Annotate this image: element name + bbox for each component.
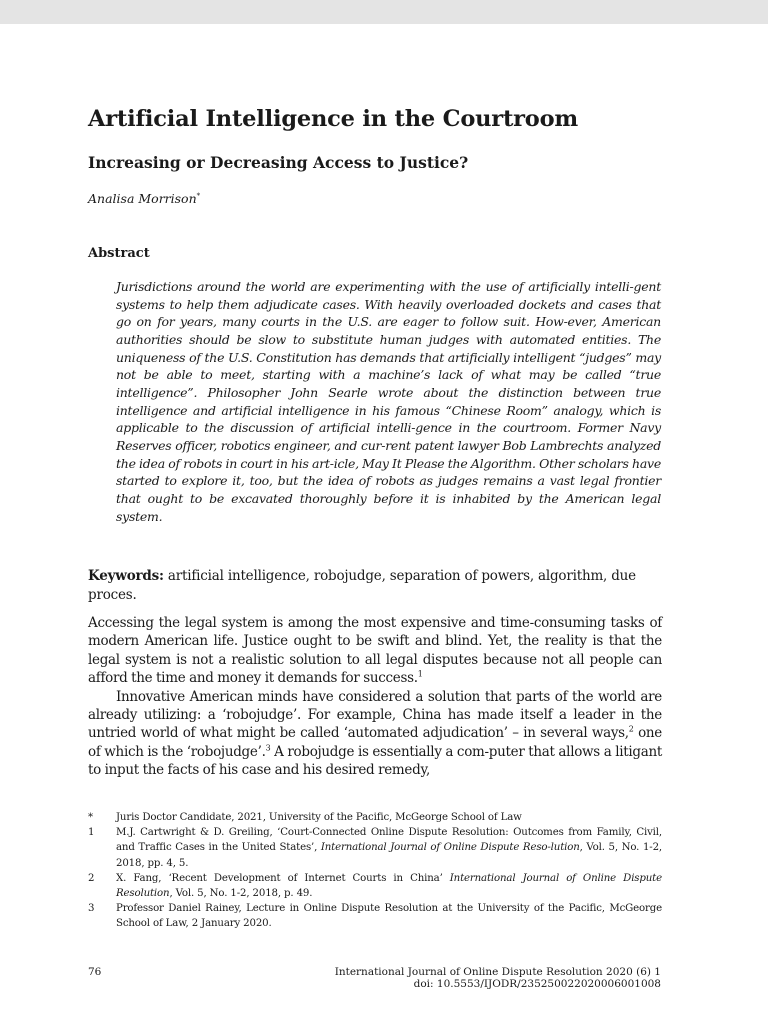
footnote-tail: , Vol. 5, No. 1-2, 2018, p. 49. [169,888,313,900]
body-paragraph-2-text-b: one of which is the ‘robojudge’. [88,725,662,760]
footnote-mark: 1 [88,827,95,839]
footnote-ref-3[interactable]: 3 [265,743,271,753]
body-paragraph-2 [88,688,662,780]
footnote-journal: International Journal of Online Dispute Reso-lution [320,842,580,854]
journal-citation [335,966,661,990]
viewer-top-bar [0,0,768,24]
footnote-text: Juris Doctor Candidate, 2021, University of the Pacific, McGeorge School of Law [116,812,522,823]
keywords-label: Keywords: [88,568,164,584]
footnote-mark: 3 [88,903,95,915]
footnote [88,901,662,931]
doi[interactable]: doi: 10.5553/IJODR/235250022020006001008 [413,978,661,990]
article-subtitle: Increasing or Decreasing Access to Justice? [88,153,469,172]
author-footnote-mark: * [196,191,201,200]
footnote-ref-2[interactable]: 2 [628,724,634,734]
footnote [88,871,662,901]
keywords-list: artificial intelligence, robojudge, separation of powers, algorithm, due proces. [88,568,636,603]
body-paragraph-1-text: Accessing the legal system is among the most expensive and time-consuming tasks of modern American life. Justice ought to be swift and blind. Yet, the reality is that the legal system is not a realistic solution to all legal disputes because not all people can afford the time and money it demands for success. [88,615,662,687]
author-name-text: Analisa Morrison [88,191,197,206]
footnote [88,825,662,871]
footnotes [88,810,662,932]
article-title: Artificial Intelligence in the Courtroom [88,106,579,132]
author-name [88,191,200,206]
abstract-text: Jurisdictions around the world are experimenting with the use of artificially intelli-gent systems to help them adjudicate cases. With heavily overloaded dockets and cases that go on for years, many courts in the U.S. are eager to follow suit. How-ever, American authorities should be slow to substitute human judges with automated entities. The uniqueness of the U.S. Constitution has demands that artificially intelligent “judges” may not be able to meet, starting with a machine’s lack of what may be called “true intelligence”. Philosopher John Searle wrote about the distinction between true intelligence and artificial intelligence in his famous “Chinese Room” analogy, which is applicable to the discussion of artificial intelli-gence in the courtroom. Former Navy Reserves officer, robotics engineer, and cur-rent patent lawyer Bob Lambrechts analyzed the idea of robots in court in his art-icle, May It Please the Algorithm. Other scholars have started to explore it, too, but the idea of robots as judges remains a vast legal frontier that ought to be excavated thoroughly before it is inhabited by the American legal system. [116,279,661,524]
footnote-mark: * [88,812,93,823]
footnote-text: X. Fang, ‘Recent Development of Internet Courts in China’ [116,872,450,884]
footnote-ref-1[interactable]: 1 [417,669,423,679]
footnote-mark: 2 [88,872,95,884]
footnote-tail: , Vol. 5, No. 1-2, 2018, pp. 4, 5. [116,842,662,869]
journal-name: International Journal of Online Dispute Resolution 2020 (6) 1 [334,966,661,978]
page-number: 76 [88,966,102,978]
abstract-heading: Abstract [88,246,150,261]
footnote-journal: International Journal of Online Dispute Resolution [116,872,662,900]
footnote [88,810,662,825]
keywords [88,567,662,604]
body-text [88,614,662,780]
body-paragraph-2-text-c: A robojudge is essentially a com-puter that allows a litigant to input the facts of his case and his desired remedy, [88,743,663,779]
footnote-text: M.J. Cartwright & D. Greiling, ‘Court-Connected Online Dispute Resolution: Outcomes from Family, Civil, and Traffic Cases in the United States’, [116,827,662,854]
body-paragraph-1 [88,614,662,688]
body-paragraph-2-text-a: Innovative American minds have considered a solution that parts of the world are already utilizing: a ‘robojudge’. For example, China has made itself a leader in the untried world of what might be called ‘automated adjudication’ – in several ways, [88,688,662,742]
footnote-text: Professor Daniel Rainey, Lecture in Online Dispute Resolution at the University of the Pacific, McGeorge School of Law, 2 January 2020. [116,903,662,930]
